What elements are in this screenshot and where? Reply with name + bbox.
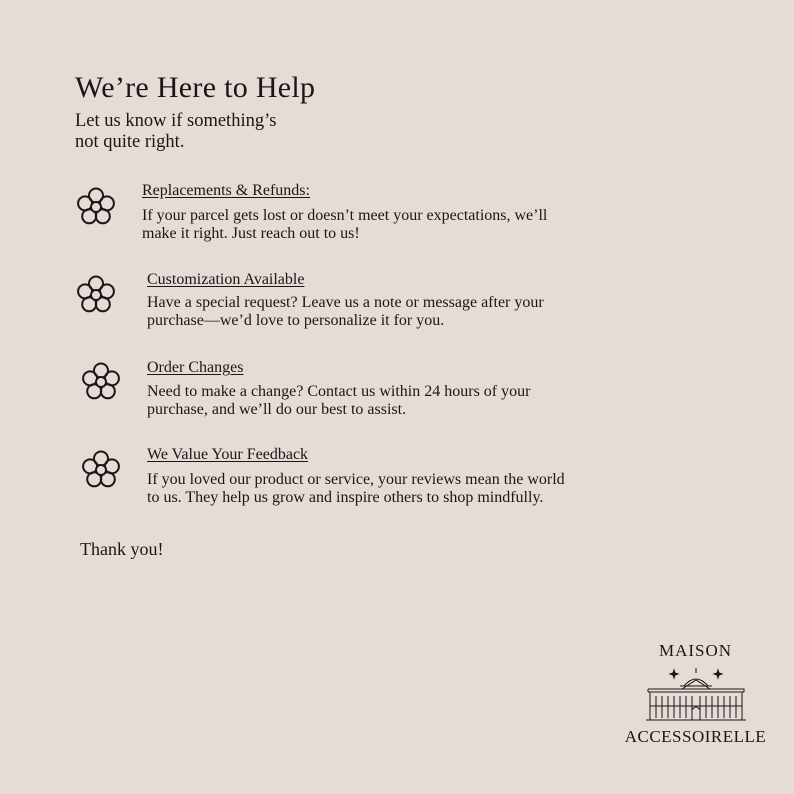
- item-body-line: purchase—we’d love to personalize it for you.: [147, 312, 445, 329]
- item-title: We Value Your Feedback: [147, 446, 309, 463]
- item-body: [147, 383, 530, 419]
- page-title: We’re Here to Help: [75, 71, 316, 104]
- subtitle-line: not quite right.: [75, 132, 185, 152]
- brand-logo: [608, 640, 783, 748]
- item-body-line: Have a special request? Leave us a note or message after your: [147, 294, 544, 311]
- closing-text: Thank you!: [80, 539, 164, 559]
- flower-icon: [79, 448, 123, 492]
- subtitle-line: Let us know if something’s: [75, 111, 277, 131]
- item-body-line: Need to make a change? Contact us within 24 hours of your: [147, 383, 531, 400]
- brand-name-bottom: ACCESSOIRELLE: [624, 727, 767, 746]
- item-body-line: If your parcel gets lost or doesn’t meet your expectations, we’ll: [142, 207, 548, 224]
- item-body-line: to us. They help us grow and inspire others to shop mindfully.: [147, 489, 544, 506]
- flower-icon: [79, 360, 123, 404]
- brand-name-top: MAISON: [658, 641, 733, 660]
- item-body-line: make it right. Just reach out to us!: [142, 225, 360, 242]
- item-body-line: If you loved our product or service, your reviews mean the world: [147, 471, 565, 488]
- item-body: [147, 471, 565, 507]
- item-body: [147, 294, 544, 330]
- item-body-line: purchase, and we’ll do our best to assist.: [147, 401, 407, 418]
- flower-icon: [74, 185, 118, 229]
- flower-icon: [74, 273, 118, 317]
- item-body: [142, 207, 547, 243]
- item-title: Customization Available: [147, 271, 305, 288]
- page-subtitle: [75, 111, 276, 153]
- item-title: Order Changes: [147, 359, 244, 376]
- item-title: Replacements & Refunds:: [142, 182, 310, 199]
- palace-icon: [644, 664, 748, 722]
